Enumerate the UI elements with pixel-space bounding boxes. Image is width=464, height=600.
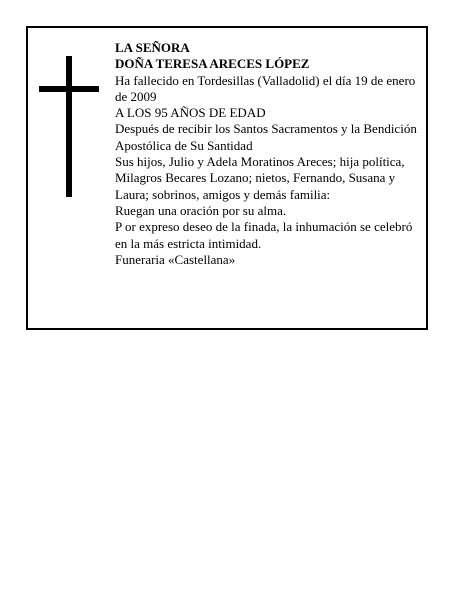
notice-text (115, 40, 425, 268)
age-line: A LOS 95 AÑOS DE EDAD (115, 105, 266, 121)
deceased-name: DOÑA TERESA ARECES LÓPEZ (115, 56, 310, 72)
sacraments-line: Después de recibir los Santos Sacramentos y la Bendición Apostólica de Su Santidad (115, 121, 417, 153)
family-list: Sus hijos, Julio y Adela Moratinos Areces; hija política, Milagros Becares Lozano; nietos, Fernando, Susana y Laura; sobrinos, amigos y demás familia: (115, 154, 405, 202)
funeral-home: Funeraria «Castellana» (115, 251, 236, 267)
burial-info: P or expreso deseo de la finada, la inhumación se celebró en la más estricta intimidad. (115, 219, 413, 251)
cross-icon-crossbar (39, 86, 99, 92)
cross-icon (66, 56, 72, 197)
death-info: Ha fallecido en Tordesillas (Valladolid) el día 19 de enero de 2009 (115, 72, 416, 104)
heading-title: LA SEÑORA (115, 40, 190, 55)
prayer-request: Ruegan una oración por su alma. (115, 202, 287, 218)
obituary-notice (26, 26, 428, 330)
